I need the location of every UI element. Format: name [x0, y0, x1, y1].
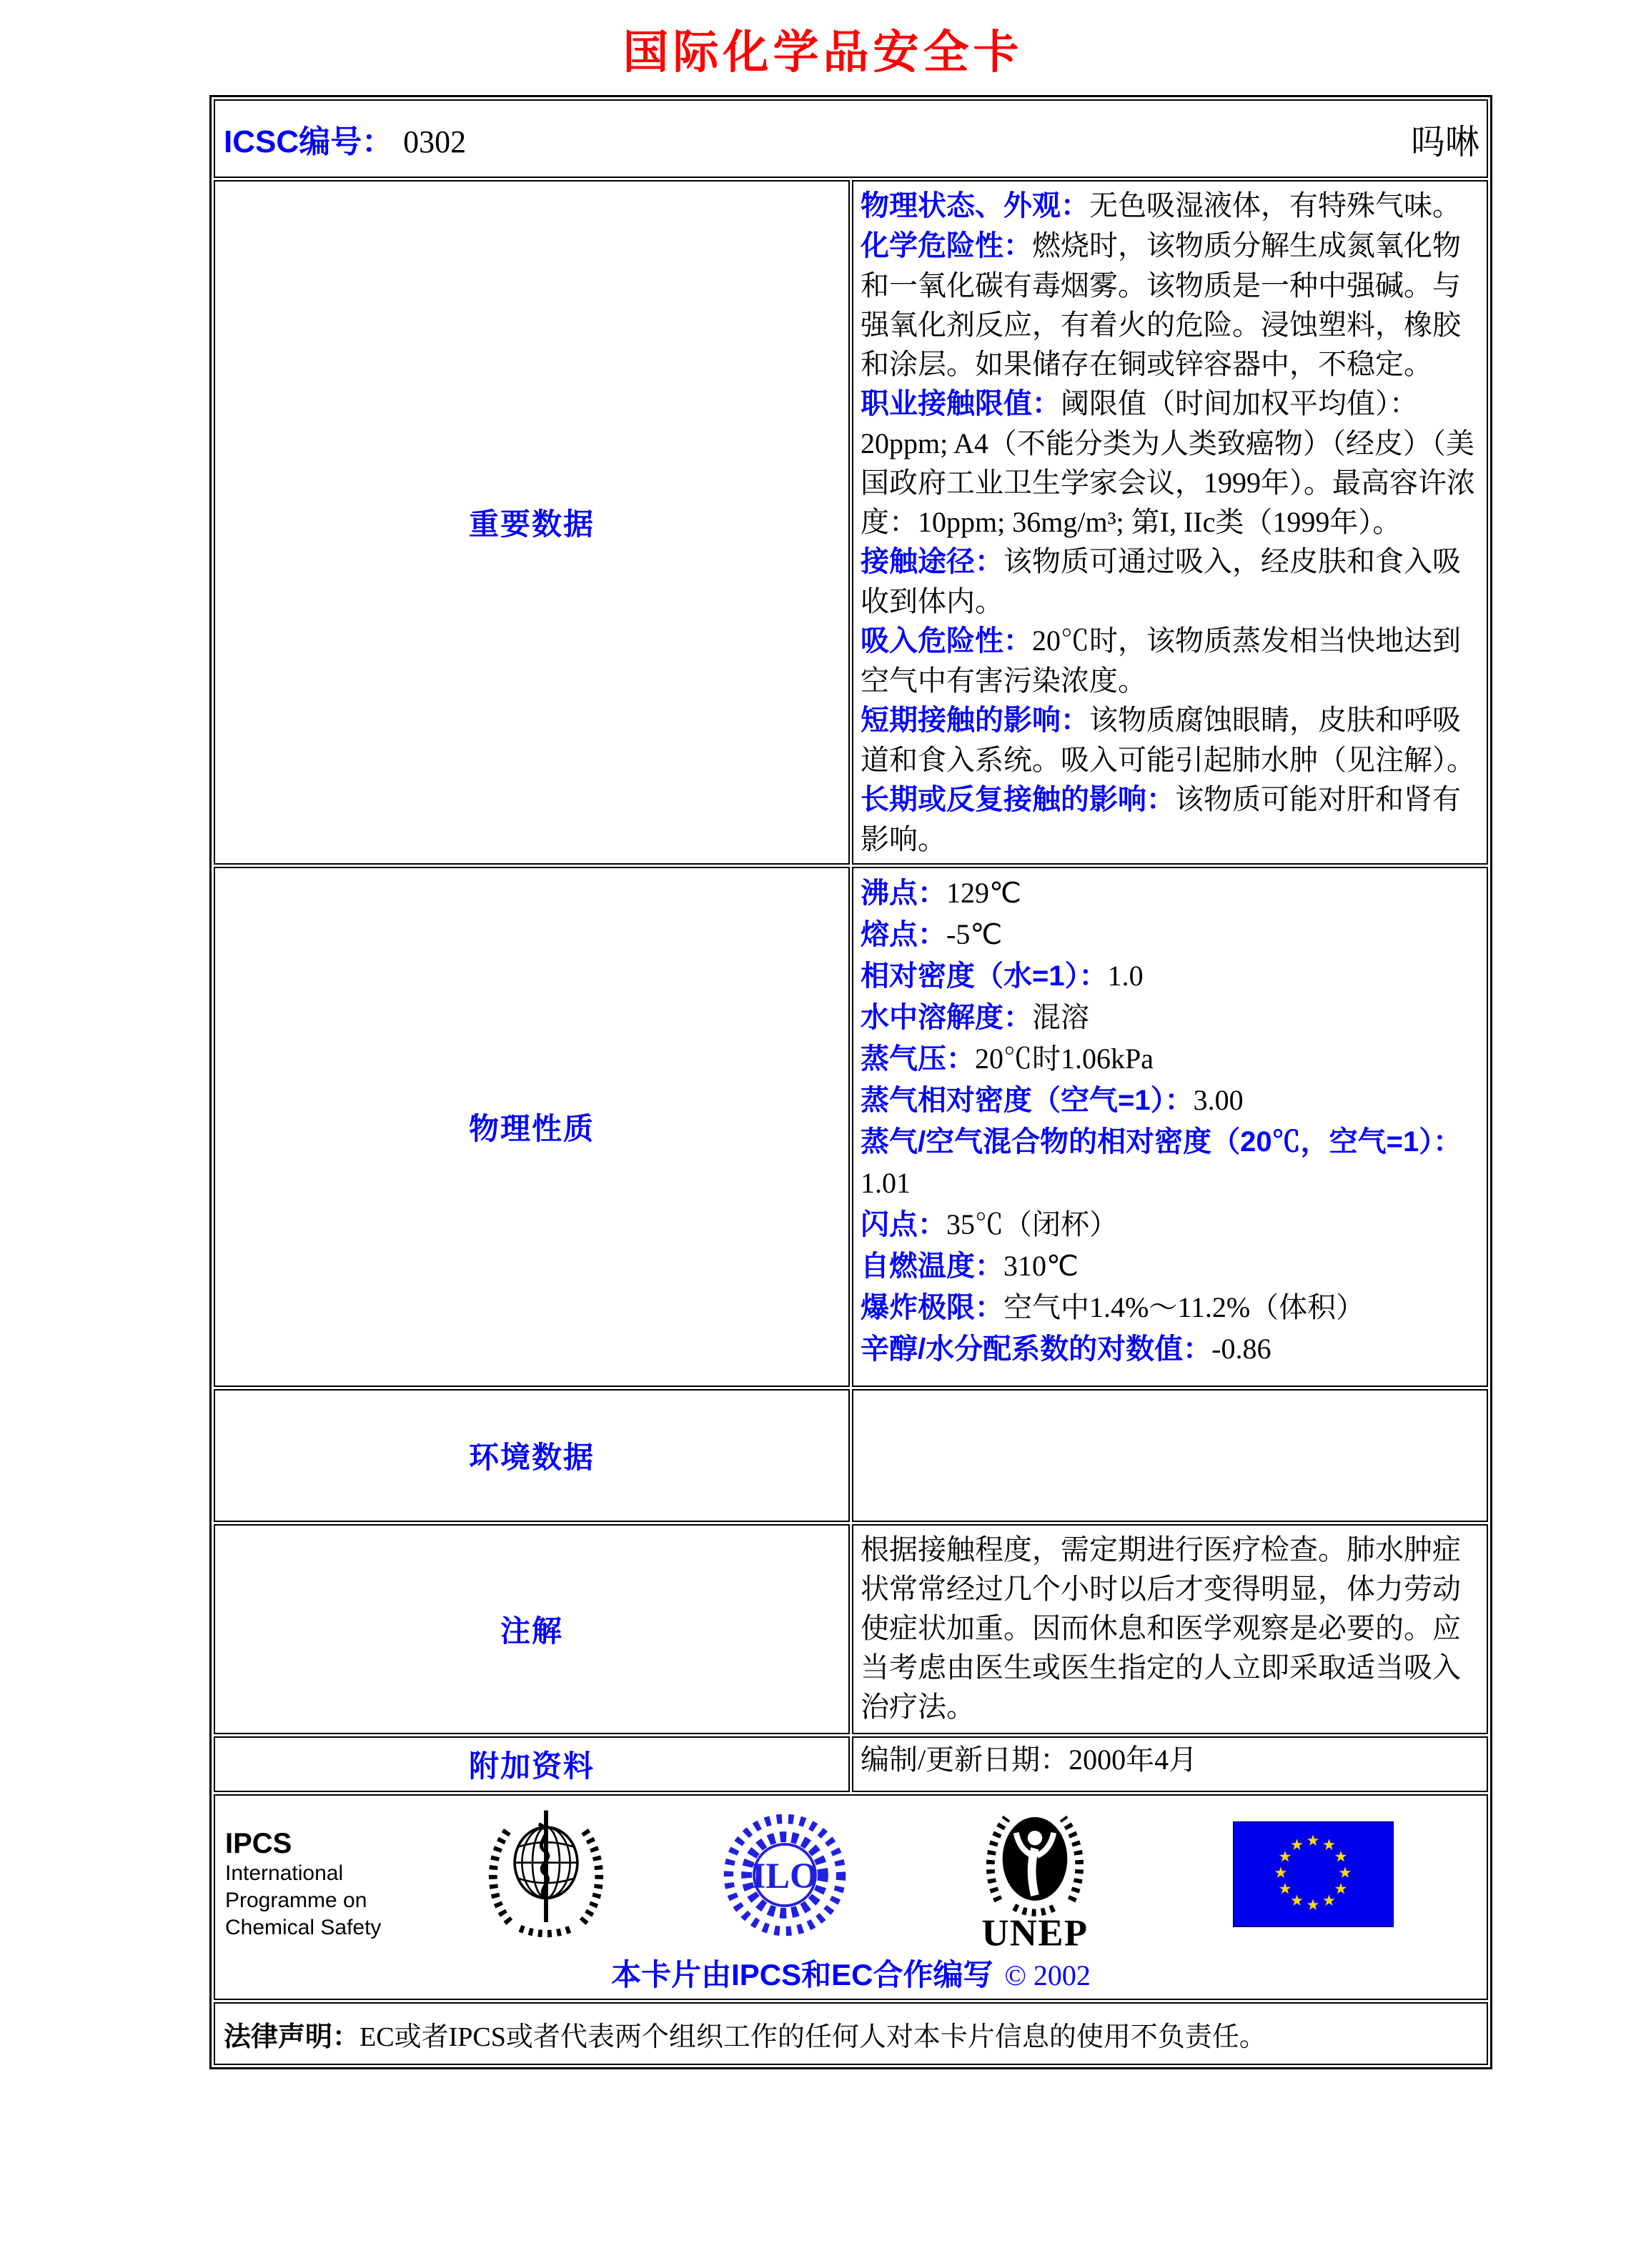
icsc-number-label: ICSC编号：: [224, 124, 394, 159]
property-line: [861, 955, 1477, 997]
property-value: 310℃: [1003, 1250, 1079, 1282]
notes-row-label: 注解: [214, 1524, 850, 1734]
environmental-data-content: [852, 1389, 1488, 1522]
ipcs-line: International: [225, 1861, 344, 1885]
page-title: 国际化学品安全卡: [623, 26, 1023, 78]
property-line: [861, 872, 1477, 914]
physical-properties-row-label: 物理性质: [214, 867, 850, 1387]
field-value: 阈限值（时间加权平均值）：20ppm; A4（不能分类为人类致癌物）（经皮）（美国政府工业卫生学家会议，1999年）。最高容许浓度：10ppm; 36mg/m³; 第I, IIc类（1999年）。: [861, 387, 1475, 538]
property-line: [861, 914, 1477, 955]
field-value: 该物质可能对肝和肾有影响。: [861, 783, 1461, 855]
field-value: 无色吸湿液体，有特殊气味。: [1089, 189, 1461, 222]
important-item: [861, 542, 1477, 621]
property-line: [861, 1328, 1477, 1370]
property-value: -5℃: [946, 918, 1003, 950]
additional-info-content: [852, 1736, 1488, 1792]
environmental-data-row-label: 环境数据: [214, 1389, 850, 1522]
physical-properties-content: [852, 867, 1488, 1387]
property-label: 辛醇/水分配系数的对数值：: [861, 1333, 1212, 1365]
logos-cell-td: [214, 1794, 1488, 2000]
property-value: 混溶: [1032, 1001, 1089, 1033]
property-label: 相对密度（水=1）：: [861, 960, 1108, 992]
field-value: 20℃时，该物质蒸发相当快地达到空气中有害污染浓度。: [861, 625, 1461, 697]
additional-info-text: 编制/更新日期：2000年4月: [861, 1744, 1198, 1776]
physical-properties-row: [214, 867, 1488, 1387]
property-line: [861, 1204, 1477, 1245]
property-value: 3.00: [1193, 1084, 1244, 1116]
legal-text: EC或者IPCS或者代表两个组织工作的任何人对本卡片信息的使用不负责任。: [360, 2021, 1266, 2052]
property-label: 蒸气相对密度（空气=1）：: [861, 1085, 1194, 1116]
who-emblem-icon: [478, 1804, 614, 1947]
property-value: -0.86: [1211, 1333, 1271, 1365]
notes-text: 根据接触程度，需定期进行医疗检查。肺水肿症状常常经过几个小时以后才变得明显，体力劳动使症状加重。因而休息和医学观察是必要的。应当考虑由医生或医生指定的人立即采取适当吸入治疗法。: [861, 1533, 1461, 1723]
icsc-number-group: [224, 116, 466, 161]
field-value: 该物质可通过吸入，经皮肤和食入吸收到体内。: [861, 545, 1461, 617]
important-data-content: [852, 180, 1488, 865]
notes-content: [852, 1524, 1488, 1734]
important-item: [861, 780, 1477, 859]
important-data-row-label: 重要数据: [214, 180, 850, 865]
unep-letters: UNEP: [981, 1912, 1089, 1953]
property-value: 1.0: [1107, 960, 1144, 992]
unep-emblem-icon: [967, 1801, 1103, 1953]
property-value: 35℃（闭杯）: [946, 1208, 1118, 1240]
cooperation-text: 本卡片由IPCS和EC合作编写: [611, 1958, 993, 1991]
property-label: 水中溶解度：: [861, 1002, 1032, 1033]
property-line: [861, 1080, 1477, 1121]
ipcs-line: Chemical Safety: [225, 1916, 382, 1939]
important-item: [861, 226, 1477, 384]
environmental-data-row: [214, 1389, 1488, 1522]
property-label: 蒸气压：: [861, 1043, 975, 1075]
property-label: 爆炸极限：: [861, 1292, 1003, 1323]
logos-row: [214, 1794, 1488, 2000]
header-cell: [214, 99, 1488, 178]
notes-row: [214, 1524, 1488, 1734]
important-item: [861, 186, 1477, 226]
field-value: 该物质腐蚀眼睛，皮肤和呼吸道和食入系统。吸入可能引起肺水肿（见注解）。: [861, 704, 1475, 776]
ilo-emblem-icon: [721, 1811, 848, 1939]
important-item: [861, 700, 1477, 780]
ilo-letters: ILO: [751, 1855, 818, 1896]
additional-info-row-label: 附加资料: [214, 1736, 850, 1792]
property-value: 20℃时1.06kPa: [975, 1043, 1154, 1075]
field-label: 职业接触限值：: [861, 388, 1061, 419]
field-label: 吸入危险性：: [861, 625, 1032, 657]
property-value: 1.01: [861, 1167, 911, 1199]
icsc-number-value: 0302: [403, 124, 467, 159]
property-line: [861, 997, 1477, 1038]
property-label: 蒸气/空气混合物的相对密度（20℃，空气=1）：: [861, 1126, 1462, 1158]
property-value: 129℃: [946, 877, 1021, 909]
legal-row: [214, 2002, 1488, 2065]
legal-label: 法律声明：: [224, 2021, 360, 2052]
header-row: [214, 99, 1488, 178]
field-label: 短期接触的影响：: [861, 705, 1089, 736]
property-label: 沸点：: [861, 877, 946, 909]
ipcs-acronym: IPCS: [225, 1828, 292, 1859]
property-line: [861, 1121, 1477, 1204]
important-item: [861, 384, 1477, 542]
field-label: 长期或反复接触的影响：: [861, 784, 1175, 815]
logos-cell: [215, 1796, 1487, 1999]
legal-cell: [214, 2002, 1488, 2065]
property-label: 自燃温度：: [861, 1250, 1003, 1282]
footer-caption: [215, 1951, 1487, 1994]
ipcs-text-block: [225, 1827, 381, 1941]
important-data-row: [214, 180, 1488, 865]
important-item: [861, 621, 1477, 700]
property-label: 熔点：: [861, 919, 946, 950]
field-label: 物理状态、外观：: [861, 190, 1089, 222]
copyright-text: © 2002: [1004, 1959, 1091, 1991]
eu-flag-icon: [1233, 1821, 1394, 1927]
property-line: [861, 1038, 1477, 1080]
property-label: 闪点：: [861, 1209, 946, 1240]
property-value: 空气中1.4%～11.2%（体积）: [1003, 1291, 1365, 1323]
property-line: [861, 1245, 1477, 1287]
field-value: 燃烧时，该物质分解生成氮氧化物和一氧化碳有毒烟雾。该物质是一种中强碱。与强氧化剂反应，有着火的危险。浸蚀塑料，橡胶和涂层。如果储存在铜或锌容器中，不稳定。: [861, 229, 1461, 380]
icsc-card-table: [209, 95, 1492, 2069]
chemical-name: 吗啉: [1410, 123, 1479, 161]
field-label: 接触途径：: [861, 546, 1003, 577]
property-line: [861, 1287, 1477, 1328]
additional-info-row: [214, 1736, 1488, 1792]
field-label: 化学危险性：: [861, 230, 1032, 262]
ipcs-line: Programme on: [225, 1889, 367, 1912]
